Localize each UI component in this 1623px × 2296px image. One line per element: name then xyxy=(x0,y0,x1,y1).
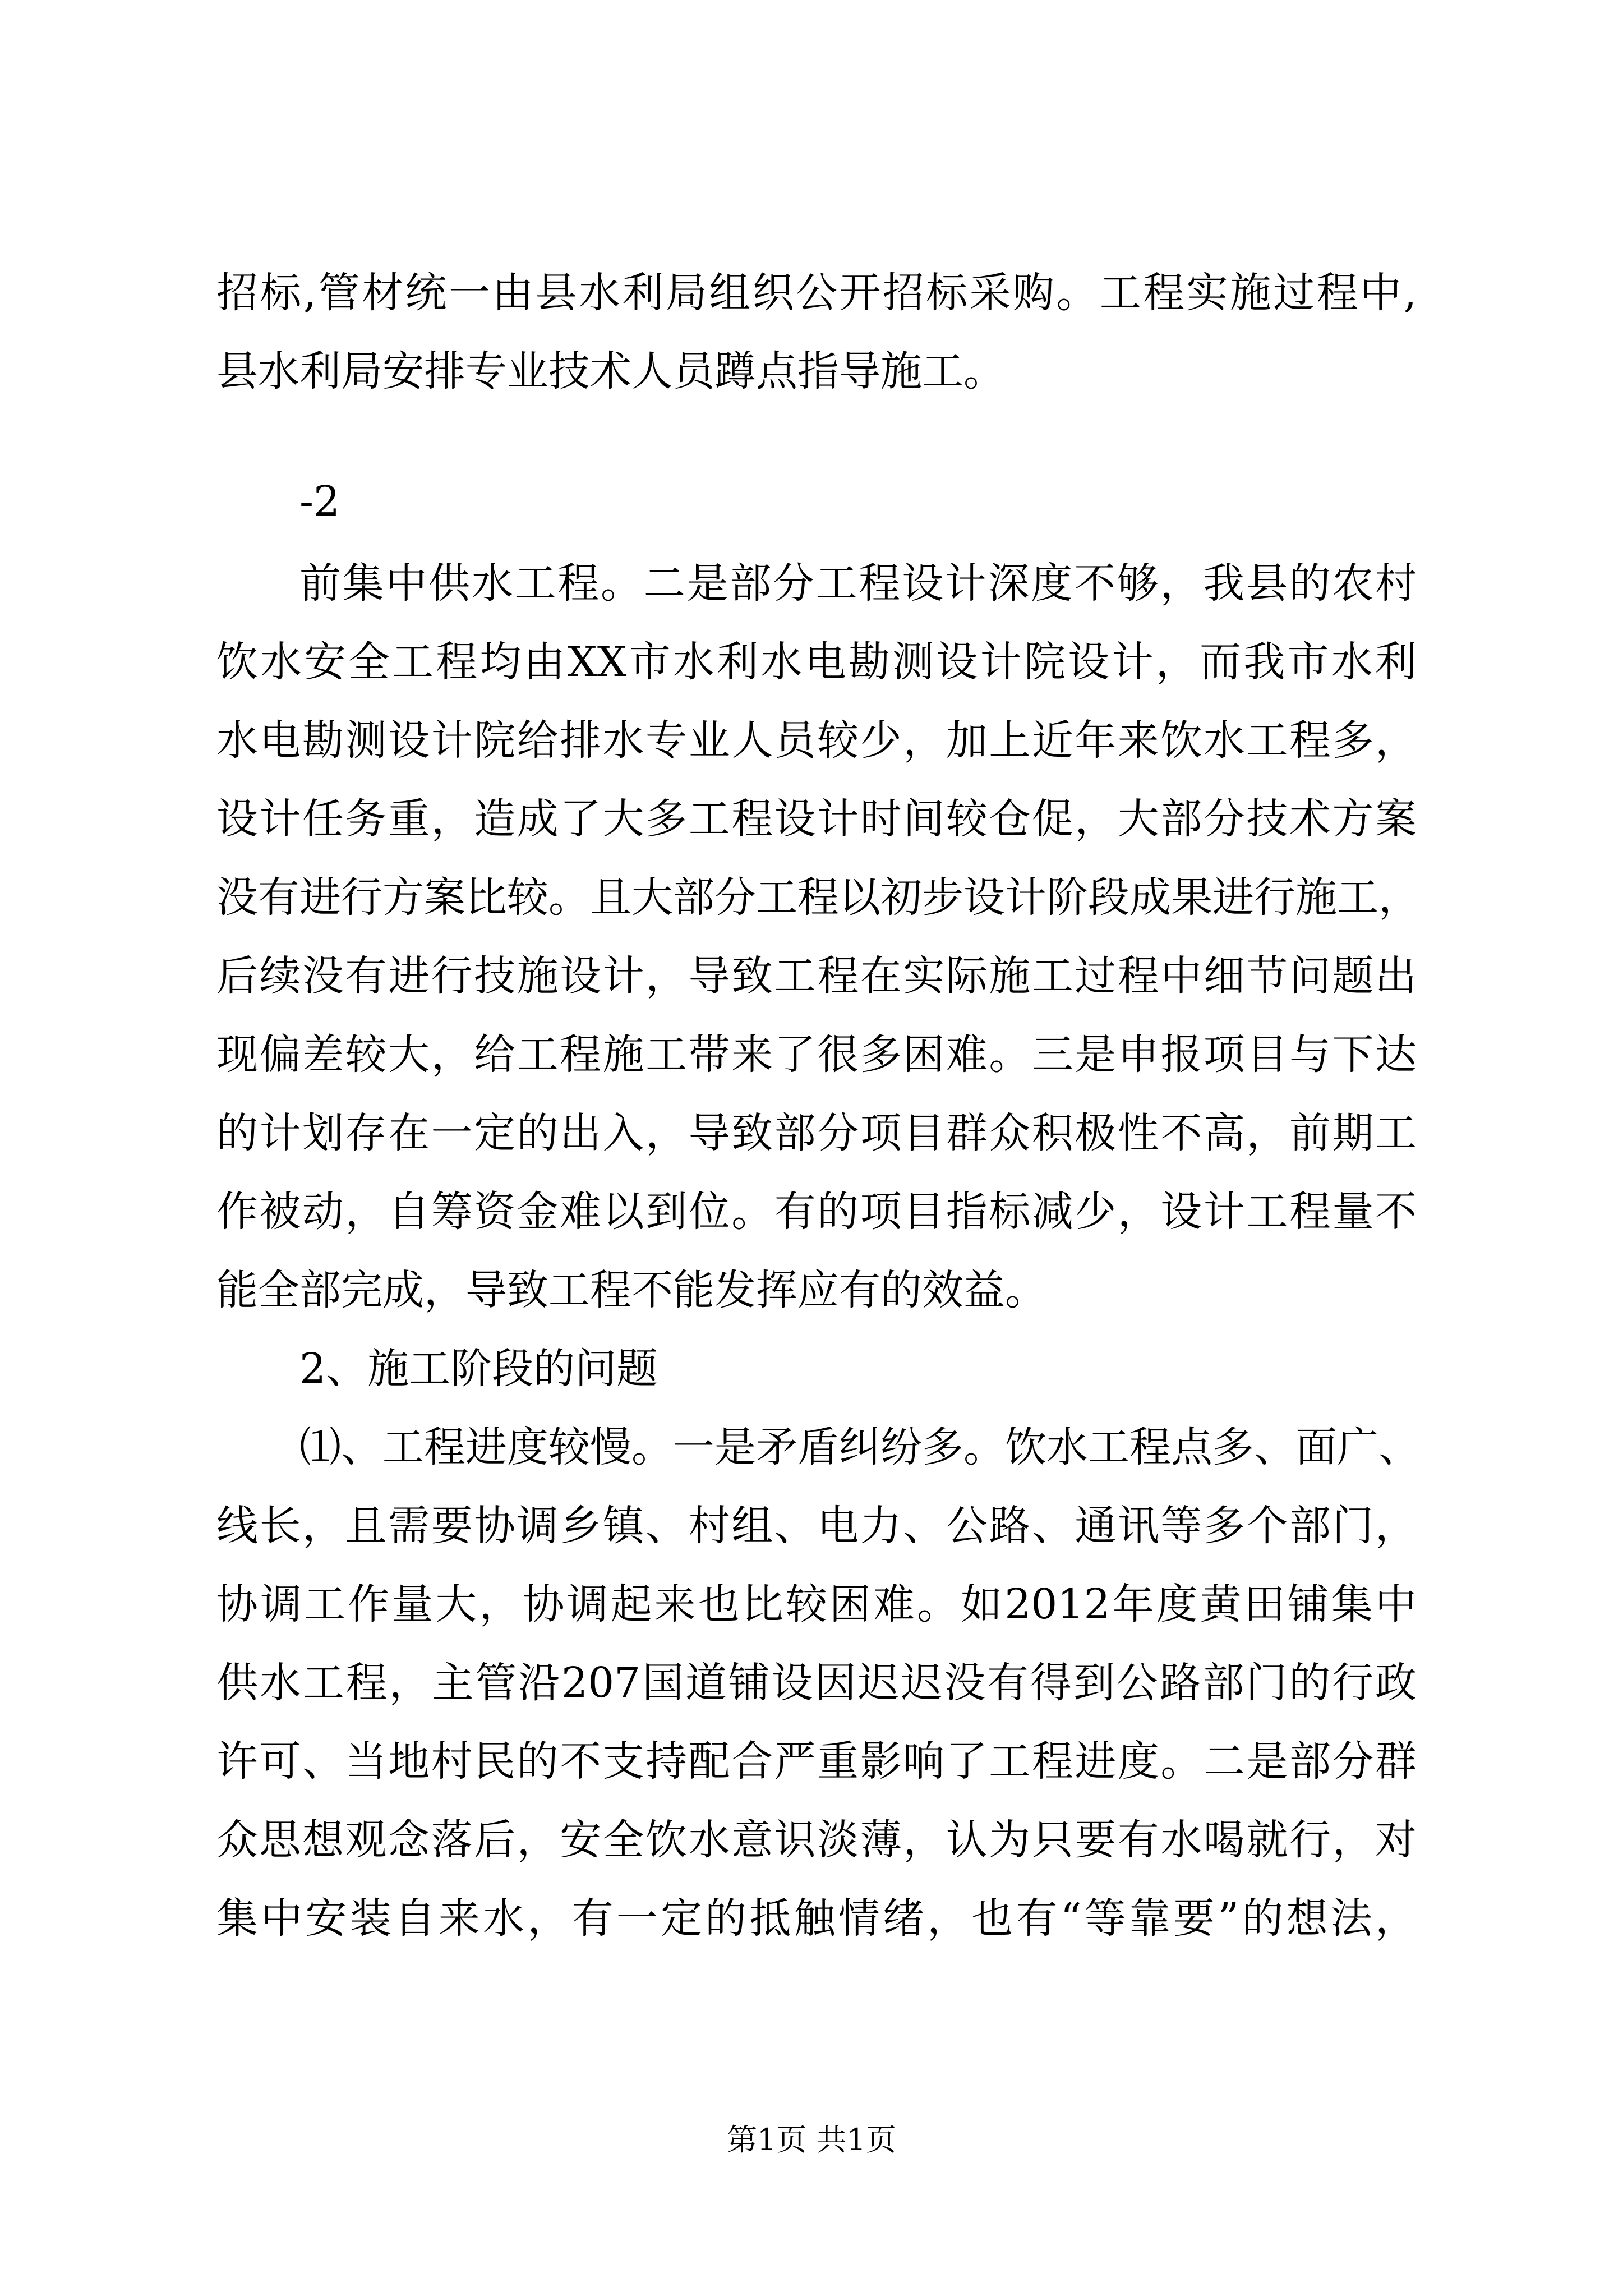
text-line: 后续没有进行技施设计，导致工程在实际施工过程中细节问题出 xyxy=(216,952,1417,1000)
text-line: 能全部完成，导致工程不能发挥应有的效益。 xyxy=(216,1266,1046,1314)
text-line: 前集中供水工程。二是部分工程设计深度不够，我县的农村 xyxy=(299,559,1417,608)
text-line: 县水利局安排专业技术人员蹲点指导施工。 xyxy=(216,347,1005,395)
text-line: 没有进行方案比较。且大部分工程以初步设计阶段成果进行施工， xyxy=(216,873,1420,922)
page-footer: 第1页 共1页 xyxy=(727,2122,896,2157)
text-line: 集中安装自来水，有一定的抵触情绪，也有“等靠要”的想法， xyxy=(216,1894,1417,1943)
text-line: 水电勘测设计院给排水专业人员较少，加上近年来饮水工程多， xyxy=(216,716,1417,765)
text-line: 协调工作量大，协调起来也比较困难。如2012年度黄田铺集中 xyxy=(216,1580,1417,1628)
text-line: 作被动，自筹资金难以到位。有的项目指标减少，设计工程量不 xyxy=(216,1188,1417,1236)
text-line: 的计划存在一定的出入，导致部分项目群众积极性不高，前期工 xyxy=(216,1109,1417,1157)
text-line: 现偏差较大，给工程施工带来了很多困难。三是申报项目与下达 xyxy=(216,1030,1417,1079)
text-line: 许可、当地村民的不支持配合严重影响了工程进度。二是部分群 xyxy=(216,1737,1417,1786)
section-heading: 2、施工阶段的问题 xyxy=(299,1345,658,1393)
text-line: 设计任务重，造成了大多工程设计时间较仓促，大部分技术方案 xyxy=(216,795,1417,843)
text-line: 线长，且需要协调乡镇、村组、电力、公路、通讯等多个部门， xyxy=(216,1502,1417,1550)
text-line: 众思想观念落后，安全饮水意识淡薄，认为只要有水喝就行，对 xyxy=(216,1816,1417,1864)
text-line: 饮水安全工程均由XX市水利水电勘测设计院设计，而我市水利 xyxy=(216,638,1417,686)
text-line: 供水工程，主管沿207国道铺设因迟迟没有得到公路部门的行政 xyxy=(216,1659,1417,1707)
text-line: ⑴、工程进度较慢。一是矛盾纠纷多。饮水工程点多、面广、 xyxy=(299,1423,1420,1471)
page-marker: -2 xyxy=(299,477,340,526)
text-line: 招标,管材统一由县水利局组织公开招标采购。工程实施过程中, xyxy=(216,269,1417,317)
